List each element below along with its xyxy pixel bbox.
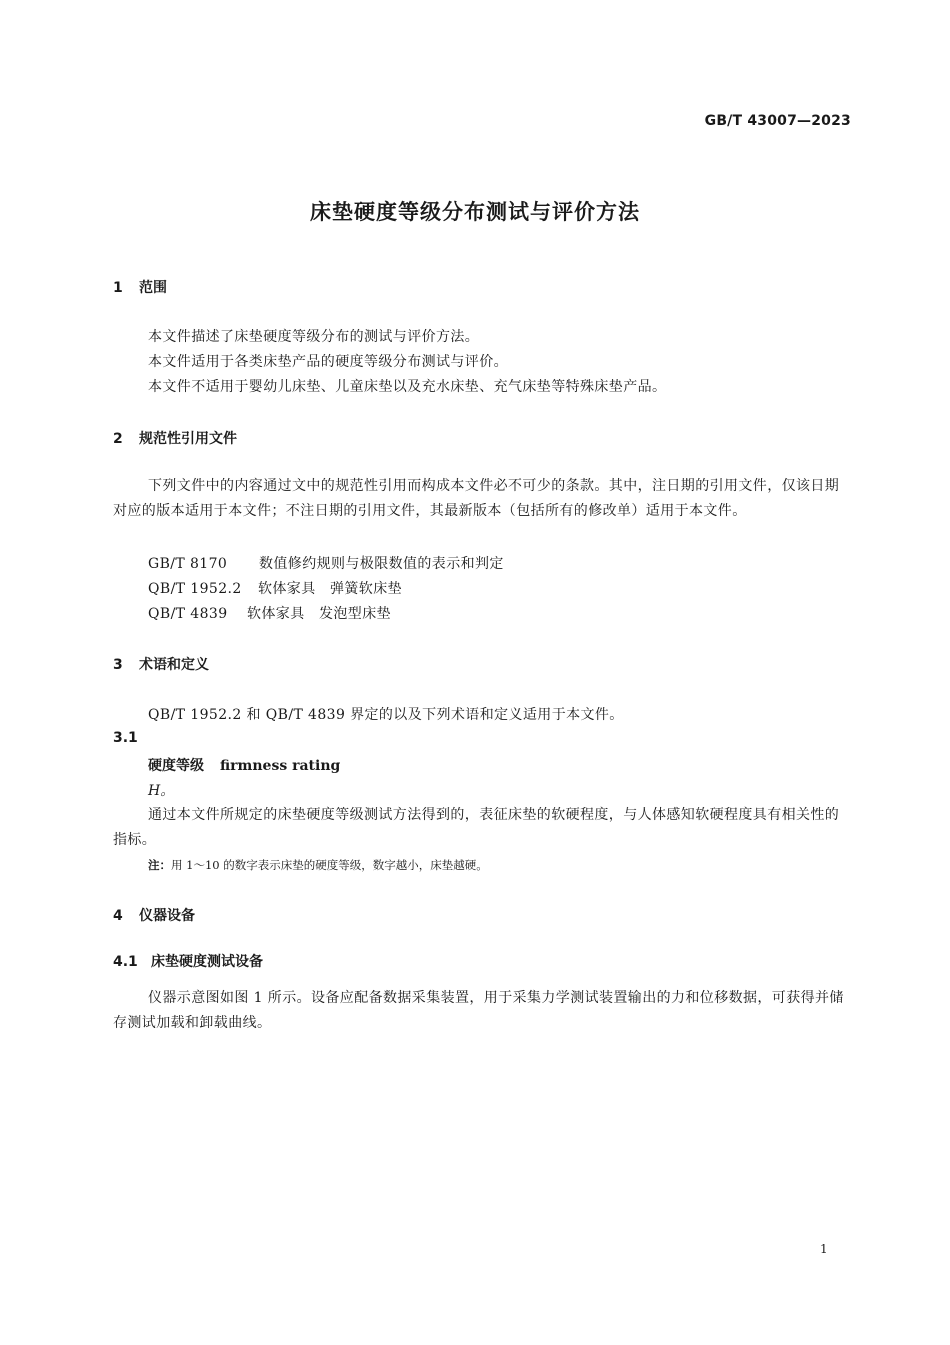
subsection-4-1-heading xyxy=(113,951,263,971)
section-4-heading xyxy=(113,905,195,925)
note xyxy=(148,857,488,873)
reference-item xyxy=(148,553,504,573)
paragraph: 本文件描述了床垫硬度等级分布的测试与评价方法。 xyxy=(148,329,480,345)
paragraph: 本文件不适用于婴幼儿床垫、儿童床垫以及充水床垫、充气床垫等特殊床垫产品。 xyxy=(148,379,667,395)
page-number: 1 xyxy=(820,1242,828,1256)
section-number: 3 xyxy=(113,657,123,673)
paragraph: 本文件适用于各类床垫产品的硬度等级分布测试与评价。 xyxy=(148,354,508,370)
term-chinese: 硬度等级 xyxy=(148,758,204,774)
section-number: 1 xyxy=(113,280,123,296)
section-number: 2 xyxy=(113,431,123,447)
term-symbol: H。 xyxy=(148,783,175,799)
section-number: 4 xyxy=(113,908,123,924)
section-3-heading xyxy=(113,654,209,674)
term-definition: 通过本文件所规定的床垫硬度等级测试方法得到的，表征床垫的软硬程度，与人体感知软硬程度具有相关性的指标。 xyxy=(113,807,840,848)
paragraph: QB/T 1952.2 和 QB/T 4839 界定的以及下列术语和定义适用于本文件。 xyxy=(148,707,624,723)
section-1-heading xyxy=(113,277,167,297)
note-text: 用 1～10 的数字表示床垫的硬度等级，数字越小，床垫越硬。 xyxy=(171,858,488,872)
paragraph: 下列文件中的内容通过文中的规范性引用而构成本文件必不可少的条款。其中，注日期的引用文件，仅该日期对应的版本适用于本文件；不注日期的引用文件，其最新版本（包括所有的修改单）适用于本文件。 xyxy=(113,478,840,519)
section-title: 仪器设备 xyxy=(139,908,195,924)
reference-title: 软体家具 发泡型床垫 xyxy=(247,606,391,622)
reference-title: 数值修约规则与极限数值的表示和判定 xyxy=(259,556,504,572)
document-title: 床垫硬度等级分布测试与评价方法 xyxy=(310,200,640,224)
reference-code: GB/T 8170 xyxy=(148,556,228,572)
subsection-number: 4.1 xyxy=(113,954,138,970)
term-entry xyxy=(148,755,340,775)
section-2-heading xyxy=(113,428,237,448)
reference-code: QB/T 1952.2 xyxy=(148,581,242,597)
paragraph: 仪器示意图如图 1 所示。设备应配备数据采集装置，用于采集力学测试装置输出的力和位移数据，可获得并储存测试加载和卸载曲线。 xyxy=(113,990,844,1031)
section-title: 规范性引用文件 xyxy=(139,431,237,447)
section-title: 范围 xyxy=(139,280,167,296)
reference-code: QB/T 4839 xyxy=(148,606,228,622)
reference-item xyxy=(148,603,391,623)
subsection-title: 床垫硬度测试设备 xyxy=(151,954,263,970)
standard-code: GB/T 43007—2023 xyxy=(704,113,851,129)
section-title: 术语和定义 xyxy=(139,657,209,673)
note-label: 注： xyxy=(148,858,171,872)
reference-title: 软体家具 弹簧软床垫 xyxy=(258,581,402,597)
term-number: 3.1 xyxy=(113,730,138,746)
reference-item xyxy=(148,578,402,598)
term-english: firmness rating xyxy=(220,758,341,774)
